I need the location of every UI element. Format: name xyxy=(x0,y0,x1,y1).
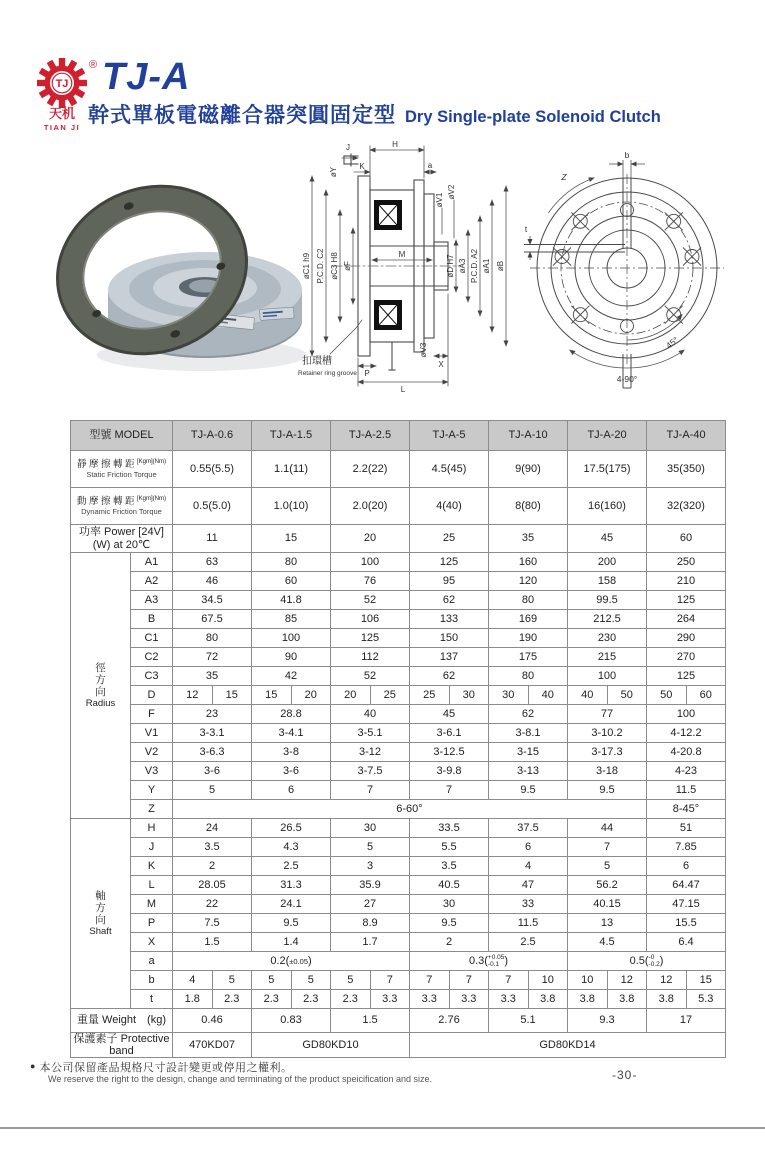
table-cell: 23 xyxy=(173,705,252,724)
table-cell: 5 xyxy=(173,781,252,800)
dim-label-4-90deg: 4-90° xyxy=(616,374,638,384)
table-cell: 10 xyxy=(568,971,608,990)
table-cell: 30 xyxy=(410,895,489,914)
table-cell: 40 xyxy=(568,686,608,705)
table-cell: 35.9 xyxy=(331,876,410,895)
table-cell: 0.55(5.5) xyxy=(173,451,252,488)
table-cell: 62 xyxy=(410,591,489,610)
table-cell: 8.9 xyxy=(331,914,410,933)
table-cell: 52 xyxy=(331,591,410,610)
table-cell: 7.5 xyxy=(173,914,252,933)
registered-mark: ® xyxy=(89,59,98,71)
table-cell: 5 xyxy=(291,971,331,990)
table-cell: 7 xyxy=(370,971,410,990)
table-cell: 20 xyxy=(331,686,371,705)
table-cell: 4(40) xyxy=(410,488,489,525)
table-cell: 4-20.8 xyxy=(647,743,726,762)
table-cell: 37.5 xyxy=(489,819,568,838)
table-cell: M xyxy=(131,895,173,914)
table-cell: 動摩擦轉距$^{[Kgm](Nm)}$ Dynamic Friction Torque xyxy=(71,488,173,525)
table-cell: 190 xyxy=(489,629,568,648)
table-cell: 6 xyxy=(252,781,331,800)
table-cell: 22 xyxy=(173,895,252,914)
table-cell: 0.5( -0 -0.2 ) xyxy=(568,952,726,971)
table-cell: 2 xyxy=(410,933,489,952)
table-cell: 16(160) xyxy=(568,488,647,525)
table-cell: 26.5 xyxy=(252,819,331,838)
table-cell: 158 xyxy=(568,572,647,591)
table-cell: 13 xyxy=(568,914,647,933)
table-cell: 51 xyxy=(647,819,726,838)
table-cell: 77 xyxy=(568,705,647,724)
table-cell: 6.4 xyxy=(647,933,726,952)
table-cell: 7 xyxy=(489,971,529,990)
table-cell: B xyxy=(131,610,173,629)
table-cell: 1.1(11) xyxy=(252,451,331,488)
table-cell: 210 xyxy=(647,572,726,591)
page-title-cn: 幹式單板電磁離合器突圓固定型 xyxy=(88,104,396,127)
table-cell: 67.5 xyxy=(173,610,252,629)
table-cell: 12 xyxy=(647,971,687,990)
table-cell: 1.7 xyxy=(331,933,410,952)
table-cell: TJ-A-40 xyxy=(647,421,726,451)
table-cell: 3-8 xyxy=(252,743,331,762)
table-cell: 17 xyxy=(647,1009,726,1033)
table-cell: 25 xyxy=(410,686,450,705)
table-cell: 133 xyxy=(410,610,489,629)
dim-label-b: b xyxy=(624,150,630,160)
table-cell: 3.5 xyxy=(410,857,489,876)
table-cell: 125 xyxy=(647,591,726,610)
table-cell: 175 xyxy=(489,648,568,667)
table-cell: 30 xyxy=(489,686,529,705)
table-cell: 3.5 xyxy=(173,838,252,857)
table-cell: 15 xyxy=(252,525,331,553)
table-cell: 0.2(±0.05) xyxy=(173,952,410,971)
table-cell: 1.5 xyxy=(331,1009,410,1033)
table-cell: 7 xyxy=(410,971,450,990)
table-cell: 3-8.1 xyxy=(489,724,568,743)
table-cell: 2.3 xyxy=(212,990,252,1009)
dim-label-l: L xyxy=(400,385,406,394)
table-cell: TJ-A-10 xyxy=(489,421,568,451)
dim-label-45deg: 45° xyxy=(664,334,681,351)
table-cell: 9.5 xyxy=(568,781,647,800)
table-cell: 15 xyxy=(252,686,292,705)
table-cell: 264 xyxy=(647,610,726,629)
table-cell: 4 xyxy=(173,971,213,990)
table-cell: 3.3 xyxy=(489,990,529,1009)
table-cell: 5.5 xyxy=(410,838,489,857)
table-cell: 63 xyxy=(173,553,252,572)
table-cell: 15 xyxy=(212,686,252,705)
table-cell: L xyxy=(131,876,173,895)
dim-label-pcd-a2: P.C.D. A2 xyxy=(470,248,479,284)
table-cell: 保護素子 Protective band xyxy=(71,1033,173,1058)
table-cell: 20 xyxy=(291,686,331,705)
front-view-drawing xyxy=(522,148,740,401)
table-cell: 47.15 xyxy=(647,895,726,914)
table-cell: 95 xyxy=(410,572,489,591)
table-cell: 50 xyxy=(647,686,687,705)
product-photo xyxy=(52,150,310,405)
table-cell: 100 xyxy=(647,705,726,724)
table-cell: 215 xyxy=(568,648,647,667)
table-cell: 32(320) xyxy=(647,488,726,525)
table-cell: 9.5 xyxy=(410,914,489,933)
table-cell: 47 xyxy=(489,876,568,895)
table-cell: 40 xyxy=(528,686,568,705)
dim-label-ov2: øV2 xyxy=(447,184,456,200)
dim-label-oa3: øA3 xyxy=(458,258,467,274)
table-cell: 9.5 xyxy=(489,781,568,800)
dim-label-p: P xyxy=(364,369,370,378)
dim-label-oc3: øC3 H8 xyxy=(330,252,339,280)
table-cell: 3.8 xyxy=(528,990,568,1009)
dim-label-m: M xyxy=(398,250,406,259)
table-cell: 7 xyxy=(568,838,647,857)
page-number: -30- xyxy=(612,1068,638,1082)
table-cell: 3-6 xyxy=(252,762,331,781)
table-cell: 1.5 xyxy=(173,933,252,952)
table-cell: 3-3.1 xyxy=(173,724,252,743)
table-cell: 5 xyxy=(568,857,647,876)
table-cell: 230 xyxy=(568,629,647,648)
table-cell: 靜摩擦轉距$^{[Kgm](Nm)}$ Static Friction Torque xyxy=(71,451,173,488)
table-cell: 15.5 xyxy=(647,914,726,933)
table-cell: 290 xyxy=(647,629,726,648)
table-cell: 3-6 xyxy=(173,762,252,781)
dim-label-a: a xyxy=(427,161,433,170)
table-cell: V2 xyxy=(131,743,173,762)
table-cell: J xyxy=(131,838,173,857)
footer-note-en: We reserve the right to the design, change and terminating of the product speicification and size. xyxy=(48,1074,433,1084)
page-title xyxy=(88,99,661,129)
dim-label-oa1: øA1 xyxy=(482,258,491,274)
table-cell: 24 xyxy=(173,819,252,838)
table-cell: 3.3 xyxy=(449,990,489,1009)
dim-label-k: K xyxy=(359,162,365,171)
table-cell: A1 xyxy=(131,553,173,572)
table-cell: V3 xyxy=(131,762,173,781)
table-cell: 3-5.1 xyxy=(331,724,410,743)
table-cell: 3 xyxy=(331,857,410,876)
dim-label-of: øF xyxy=(343,261,352,271)
table-cell: TJ-A-1.5 xyxy=(252,421,331,451)
table-cell: 470KD07 xyxy=(173,1033,252,1058)
table-cell: 120 xyxy=(489,572,568,591)
table-cell: 5 xyxy=(252,971,292,990)
table-cell: 270 xyxy=(647,648,726,667)
table-cell: 200 xyxy=(568,553,647,572)
table-cell: 11 xyxy=(173,525,252,553)
table-cell: 9.5 xyxy=(252,914,331,933)
table-cell: 4.5 xyxy=(568,933,647,952)
dim-label-ov1: øV1 xyxy=(435,192,444,208)
table-cell: 80 xyxy=(252,553,331,572)
table-cell: GD80KD14 xyxy=(410,1033,726,1058)
table-cell: 3-15 xyxy=(489,743,568,762)
table-cell: 25 xyxy=(370,686,410,705)
table-cell: 2.3 xyxy=(291,990,331,1009)
table-cell: 100 xyxy=(568,667,647,686)
table-cell: 0.46 xyxy=(173,1009,252,1033)
table-cell: 3-6.1 xyxy=(410,724,489,743)
table-cell: b xyxy=(131,971,173,990)
table-cell: A2 xyxy=(131,572,173,591)
table-cell: 3-4.1 xyxy=(252,724,331,743)
logo-name-cn: 天机 xyxy=(48,106,76,121)
table-cell: 24.1 xyxy=(252,895,331,914)
table-cell: 7 xyxy=(410,781,489,800)
table-cell: 125 xyxy=(331,629,410,648)
table-cell: 3.8 xyxy=(647,990,687,1009)
table-cell: 40.15 xyxy=(568,895,647,914)
table-cell: H xyxy=(131,819,173,838)
table-cell: 0.5(5.0) xyxy=(173,488,252,525)
table-cell: 3.3 xyxy=(370,990,410,1009)
table-cell: 106 xyxy=(331,610,410,629)
table-cell: 9(90) xyxy=(489,451,568,488)
table-cell: 50 xyxy=(607,686,647,705)
table-cell: 28.8 xyxy=(252,705,331,724)
table-cell: Y xyxy=(131,781,173,800)
table-cell: 5.3 xyxy=(686,990,726,1009)
table-cell: 85 xyxy=(252,610,331,629)
table-cell: 40 xyxy=(331,705,410,724)
table-cell: 15 xyxy=(686,971,726,990)
table-cell: 2.2(22) xyxy=(331,451,410,488)
table-cell: t xyxy=(131,990,173,1009)
table-cell: C3 xyxy=(131,667,173,686)
table-cell: 35 xyxy=(489,525,568,553)
table-cell: 60 xyxy=(686,686,726,705)
table-cell: GD80KD10 xyxy=(252,1033,410,1058)
dim-label-j: J xyxy=(346,143,350,152)
table-cell: 3-10.2 xyxy=(568,724,647,743)
table-cell: 3-17.3 xyxy=(568,743,647,762)
table-cell: 42 xyxy=(252,667,331,686)
table-cell: D xyxy=(131,686,173,705)
cross-section-drawing xyxy=(296,138,526,401)
table-cell: 1.4 xyxy=(252,933,331,952)
table-cell: 3-12.5 xyxy=(410,743,489,762)
table-cell: TJ-A-0.6 xyxy=(173,421,252,451)
table-cell: 5 xyxy=(212,971,252,990)
table-cell: 5 xyxy=(331,971,371,990)
table-cell: 型號 MODEL xyxy=(71,421,173,451)
table-cell: 46 xyxy=(173,572,252,591)
table-cell: TJ-A-5 xyxy=(410,421,489,451)
table-cell: 7 xyxy=(449,971,489,990)
table-cell: 60 xyxy=(647,525,726,553)
table-cell: 44 xyxy=(568,819,647,838)
retainer-groove-label-en: Retainer ring groove xyxy=(298,370,357,377)
table-cell: 11.5 xyxy=(647,781,726,800)
table-cell: 20 xyxy=(331,525,410,553)
table-cell: 150 xyxy=(410,629,489,648)
table-cell: 212.5 xyxy=(568,610,647,629)
table-cell: 4.5(45) xyxy=(410,451,489,488)
table-cell: 7 xyxy=(331,781,410,800)
table-cell: K xyxy=(131,857,173,876)
table-cell: 11.5 xyxy=(489,914,568,933)
table-cell: 52 xyxy=(331,667,410,686)
dim-label-oy: øY xyxy=(329,166,338,178)
table-cell: 137 xyxy=(410,648,489,667)
dim-label-t: t xyxy=(524,224,528,234)
table-cell: 5 xyxy=(331,838,410,857)
table-cell: 100 xyxy=(331,553,410,572)
table-cell: 45 xyxy=(410,705,489,724)
table-cell: V1 xyxy=(131,724,173,743)
table-cell: 3-13 xyxy=(489,762,568,781)
table-cell: 8(80) xyxy=(489,488,568,525)
table-cell: 17.5(175) xyxy=(568,451,647,488)
spec-table xyxy=(70,420,726,1058)
table-cell: 160 xyxy=(489,553,568,572)
table-cell: 2.5 xyxy=(252,857,331,876)
table-cell: 45 xyxy=(568,525,647,553)
table-cell: F xyxy=(131,705,173,724)
table-cell: 2.5 xyxy=(489,933,568,952)
table-cell: 6-60° xyxy=(173,800,647,819)
retainer-groove-label-cn: 扣環槽 xyxy=(302,356,332,367)
table-cell: 31.3 xyxy=(252,876,331,895)
table-cell: 0.83 xyxy=(252,1009,331,1033)
table-cell: 35(350) xyxy=(647,451,726,488)
table-cell: 250 xyxy=(647,553,726,572)
table-cell: A3 xyxy=(131,591,173,610)
table-cell: 1.0(10) xyxy=(252,488,331,525)
table-cell: 28.05 xyxy=(173,876,252,895)
table-cell: 33 xyxy=(489,895,568,914)
table-cell: 80 xyxy=(489,591,568,610)
table-cell: 169 xyxy=(489,610,568,629)
table-cell: 6 xyxy=(647,857,726,876)
table-cell: 30 xyxy=(331,819,410,838)
table-cell: 80 xyxy=(489,667,568,686)
table-cell: 功率 Power [24V](W) at 20℃ xyxy=(71,525,173,553)
bottom-rule xyxy=(0,1127,765,1129)
table-cell: 1.8 xyxy=(173,990,213,1009)
table-cell: 76 xyxy=(331,572,410,591)
table-cell: 3-12 xyxy=(331,743,410,762)
table-cell: TJ-A-20 xyxy=(568,421,647,451)
table-cell: 3.8 xyxy=(607,990,647,1009)
table-cell: P xyxy=(131,914,173,933)
table-cell: 112 xyxy=(331,648,410,667)
table-cell: 100 xyxy=(252,629,331,648)
table-cell: X xyxy=(131,933,173,952)
table-cell: 3-7.5 xyxy=(331,762,410,781)
table-cell: 6 xyxy=(489,838,568,857)
table-cell: 4-12.2 xyxy=(647,724,726,743)
logo-monogram: TJ xyxy=(55,77,69,90)
footer-note-cn xyxy=(30,1059,293,1075)
table-cell: 12 xyxy=(607,971,647,990)
dim-label-ob: øB xyxy=(496,260,505,272)
table-cell: 62 xyxy=(410,667,489,686)
series-title: TJ-A xyxy=(102,56,191,98)
bullet-icon: ● xyxy=(30,1061,36,1071)
table-cell: 90 xyxy=(252,648,331,667)
table-cell: 0.3( +0.05 -0.1 ) xyxy=(410,952,568,971)
table-cell: 2 xyxy=(173,857,252,876)
table-cell: 2.3 xyxy=(252,990,292,1009)
table-cell: 5.1 xyxy=(489,1009,568,1033)
table-cell: 56.2 xyxy=(568,876,647,895)
table-cell: 30 xyxy=(449,686,489,705)
dim-label-od: øD H7 xyxy=(446,254,455,278)
table-cell: 34.5 xyxy=(173,591,252,610)
table-cell: 60 xyxy=(252,572,331,591)
table-cell: 2.76 xyxy=(410,1009,489,1033)
table-cell: 重量 Weight (kg) xyxy=(71,1009,173,1033)
table-cell: 33.5 xyxy=(410,819,489,838)
footer-note-cn-text: 本公司保留產品規格尺寸設計變更或停用之權利。 xyxy=(39,1062,293,1074)
table-cell: 4.3 xyxy=(252,838,331,857)
dim-label-pcd-c2: P.C.D. C2 xyxy=(316,248,325,284)
logo-name-en: TIAN JI xyxy=(43,123,81,132)
table-cell: 41.8 xyxy=(252,591,331,610)
table-cell: 3.3 xyxy=(410,990,450,1009)
table-cell: 72 xyxy=(173,648,252,667)
table-cell: a xyxy=(131,952,173,971)
table-cell: 25 xyxy=(410,525,489,553)
table-cell: 12 xyxy=(173,686,213,705)
table-cell: 10 xyxy=(528,971,568,990)
table-cell: 3.8 xyxy=(568,990,608,1009)
table-cell: 7.85 xyxy=(647,838,726,857)
table-cell: 64.47 xyxy=(647,876,726,895)
table-cell: 3-9.8 xyxy=(410,762,489,781)
row-group-label: 徑 方 向 Radius xyxy=(71,553,131,819)
dim-label-h: H xyxy=(392,140,398,149)
table-cell: 27 xyxy=(331,895,410,914)
table-cell: 4-23 xyxy=(647,762,726,781)
table-cell: 62 xyxy=(489,705,568,724)
table-cell: 99.5 xyxy=(568,591,647,610)
table-cell: TJ-A-2.5 xyxy=(331,421,410,451)
table-cell: 4 xyxy=(489,857,568,876)
table-cell: 125 xyxy=(410,553,489,572)
table-cell: 8-45° xyxy=(647,800,726,819)
dim-label-x: X xyxy=(438,360,444,369)
row-group-label: 軸 方 向 Shaft xyxy=(71,819,131,1009)
table-cell: 80 xyxy=(173,629,252,648)
dim-label-oc1: øC1 h9 xyxy=(302,252,311,280)
table-cell: 40.5 xyxy=(410,876,489,895)
dim-label-z: Z xyxy=(561,172,567,182)
table-cell: C1 xyxy=(131,629,173,648)
table-cell: 9.3 xyxy=(568,1009,647,1033)
table-cell: 35 xyxy=(173,667,252,686)
dim-label-ov3: øV3 xyxy=(419,342,428,358)
page-title-en: Dry Single-plate Solenoid Clutch xyxy=(405,108,661,126)
table-cell: 2.0(20) xyxy=(331,488,410,525)
table-cell: C2 xyxy=(131,648,173,667)
table-cell: 3-6.3 xyxy=(173,743,252,762)
table-cell: 3-18 xyxy=(568,762,647,781)
table-cell: 125 xyxy=(647,667,726,686)
table-cell: 2.3 xyxy=(331,990,371,1009)
table-cell: Z xyxy=(131,800,173,819)
